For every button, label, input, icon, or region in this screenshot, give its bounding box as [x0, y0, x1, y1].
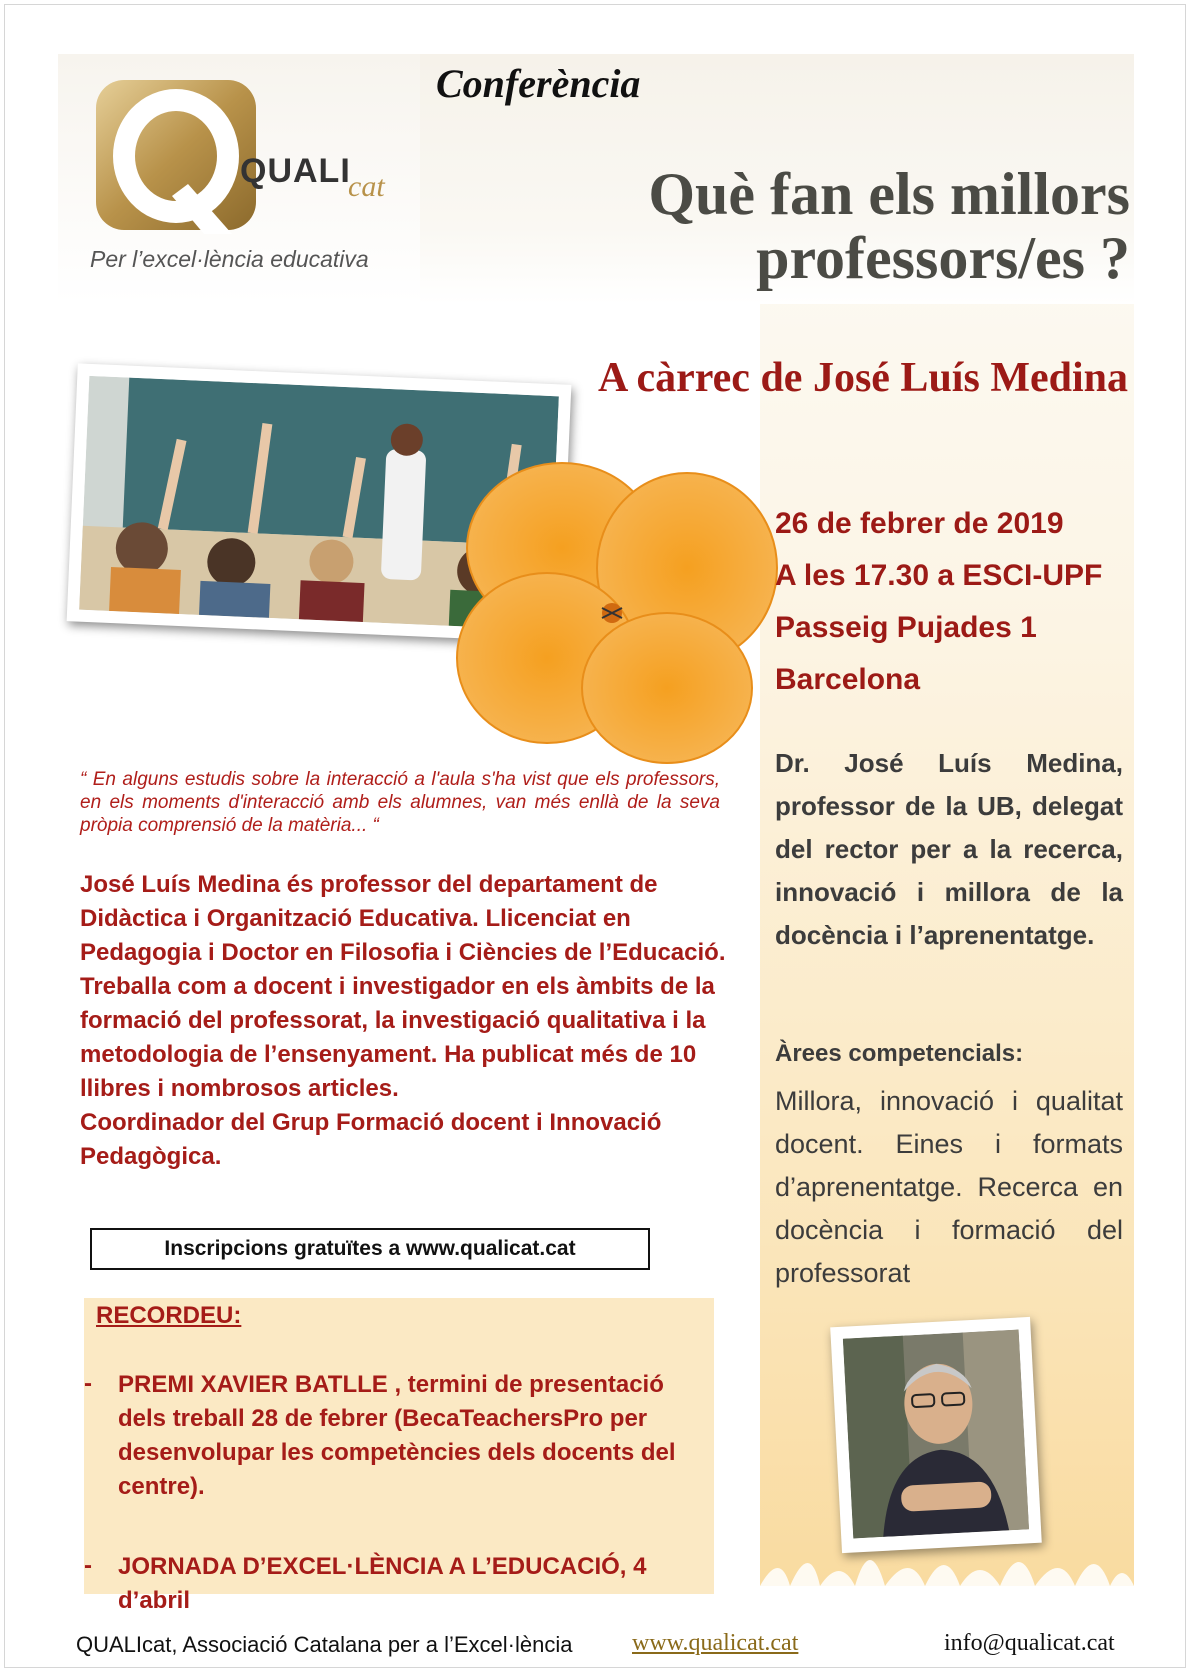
speaker-line: A càrrec de José Luís Medina — [597, 355, 1128, 401]
bio-line: Didàctica i Organització Educativa. Llicenciat en — [80, 905, 631, 932]
reminder-item-2: JORNADA D’EXCEL·LÈNCIA A L’EDUCACIÓ, 4 d’abril — [118, 1553, 647, 1614]
areas-text: Millora, innovació i qualitat docent. Eines i formats d’aprenentatge. Recerca en docència i formació del professorat — [775, 1086, 1123, 1288]
reminder-dash: - — [84, 1370, 92, 1397]
reminder-title: RECORDEU: — [96, 1302, 242, 1329]
reminder-dash: - — [84, 1552, 92, 1579]
event-time-place: A les 17.30 a ESCI-UPF — [775, 559, 1103, 592]
event-date: 26 de febrer de 2019 — [775, 507, 1064, 540]
qualicat-logo-icon — [92, 76, 262, 238]
title-line-1: Què fan els millors — [648, 161, 1130, 227]
reminder-item-1: PREMI XAVIER BATLLE , termini de presentació dels treball 28 de febrer (BecaTeachersPro per desenvolupar les competències dels docents del centre). — [118, 1371, 676, 1500]
bio-line: Treballa com a docent i investigador en els àmbits de la — [80, 973, 715, 1000]
speaker-bio-short: Dr. José Luís Medina, professor de la UB, delegat del rector per a la recerca, innovació i millora de la docència i l’aprenentatge. — [775, 748, 1123, 950]
logo-word: QUALI — [240, 152, 351, 190]
bio-line: formació del professorat, la investigació qualitativa i la — [80, 1007, 706, 1034]
event-city: Barcelona — [775, 663, 921, 696]
conference-label: Conferència — [436, 61, 641, 106]
flower-icon — [452, 448, 782, 768]
bio-line: Coordinador del Grup Formació docent i Innovació — [80, 1109, 662, 1136]
footer-website-link[interactable]: www.qualicat.cat — [632, 1630, 799, 1656]
inscription-box: Inscripcions gratuïtes a www.qualicat.cat — [90, 1228, 650, 1270]
bio-line: metodologia de l’ensenyament. Ha publicat més de 10 — [80, 1041, 697, 1068]
event-info — [775, 498, 1102, 706]
page-title — [648, 162, 1130, 290]
footer-email[interactable]: info@qualicat.cat — [944, 1630, 1115, 1656]
bio-line: llibres i nombrosos articles. — [80, 1075, 399, 1102]
bio-line: Pedagogia i Doctor en Filosofia i Ciències de l’Educació. — [80, 939, 726, 966]
bio-line: José Luís Medina és professor del departament de — [80, 871, 658, 898]
footer-organization: QUALIcat, Associació Catalana per a l’Excel·lència — [76, 1632, 573, 1657]
speaker-portrait — [830, 1317, 1042, 1553]
grass-decoration-icon — [760, 1520, 1134, 1586]
title-line-2: professors/es ? — [756, 225, 1130, 291]
speaker-bio-long — [80, 868, 740, 1174]
event-address: Passeig Pujades 1 — [775, 611, 1037, 644]
quote-text: “ En alguns estudis sobre la interacció a l'aula s'ha vist que els professors, en els moments d'interacció amb els alumnes, van més enllà de la seva pròpia comprensió de la matèria... “ — [80, 769, 720, 836]
logo-tagline: Per l’excel·lència educativa — [90, 246, 369, 272]
bio-line: Pedagògica. — [80, 1143, 222, 1170]
logo-word-cat: cat — [348, 170, 385, 203]
areas-title: Àrees competencials: — [775, 1040, 1024, 1067]
portrait-image — [843, 1330, 1029, 1539]
